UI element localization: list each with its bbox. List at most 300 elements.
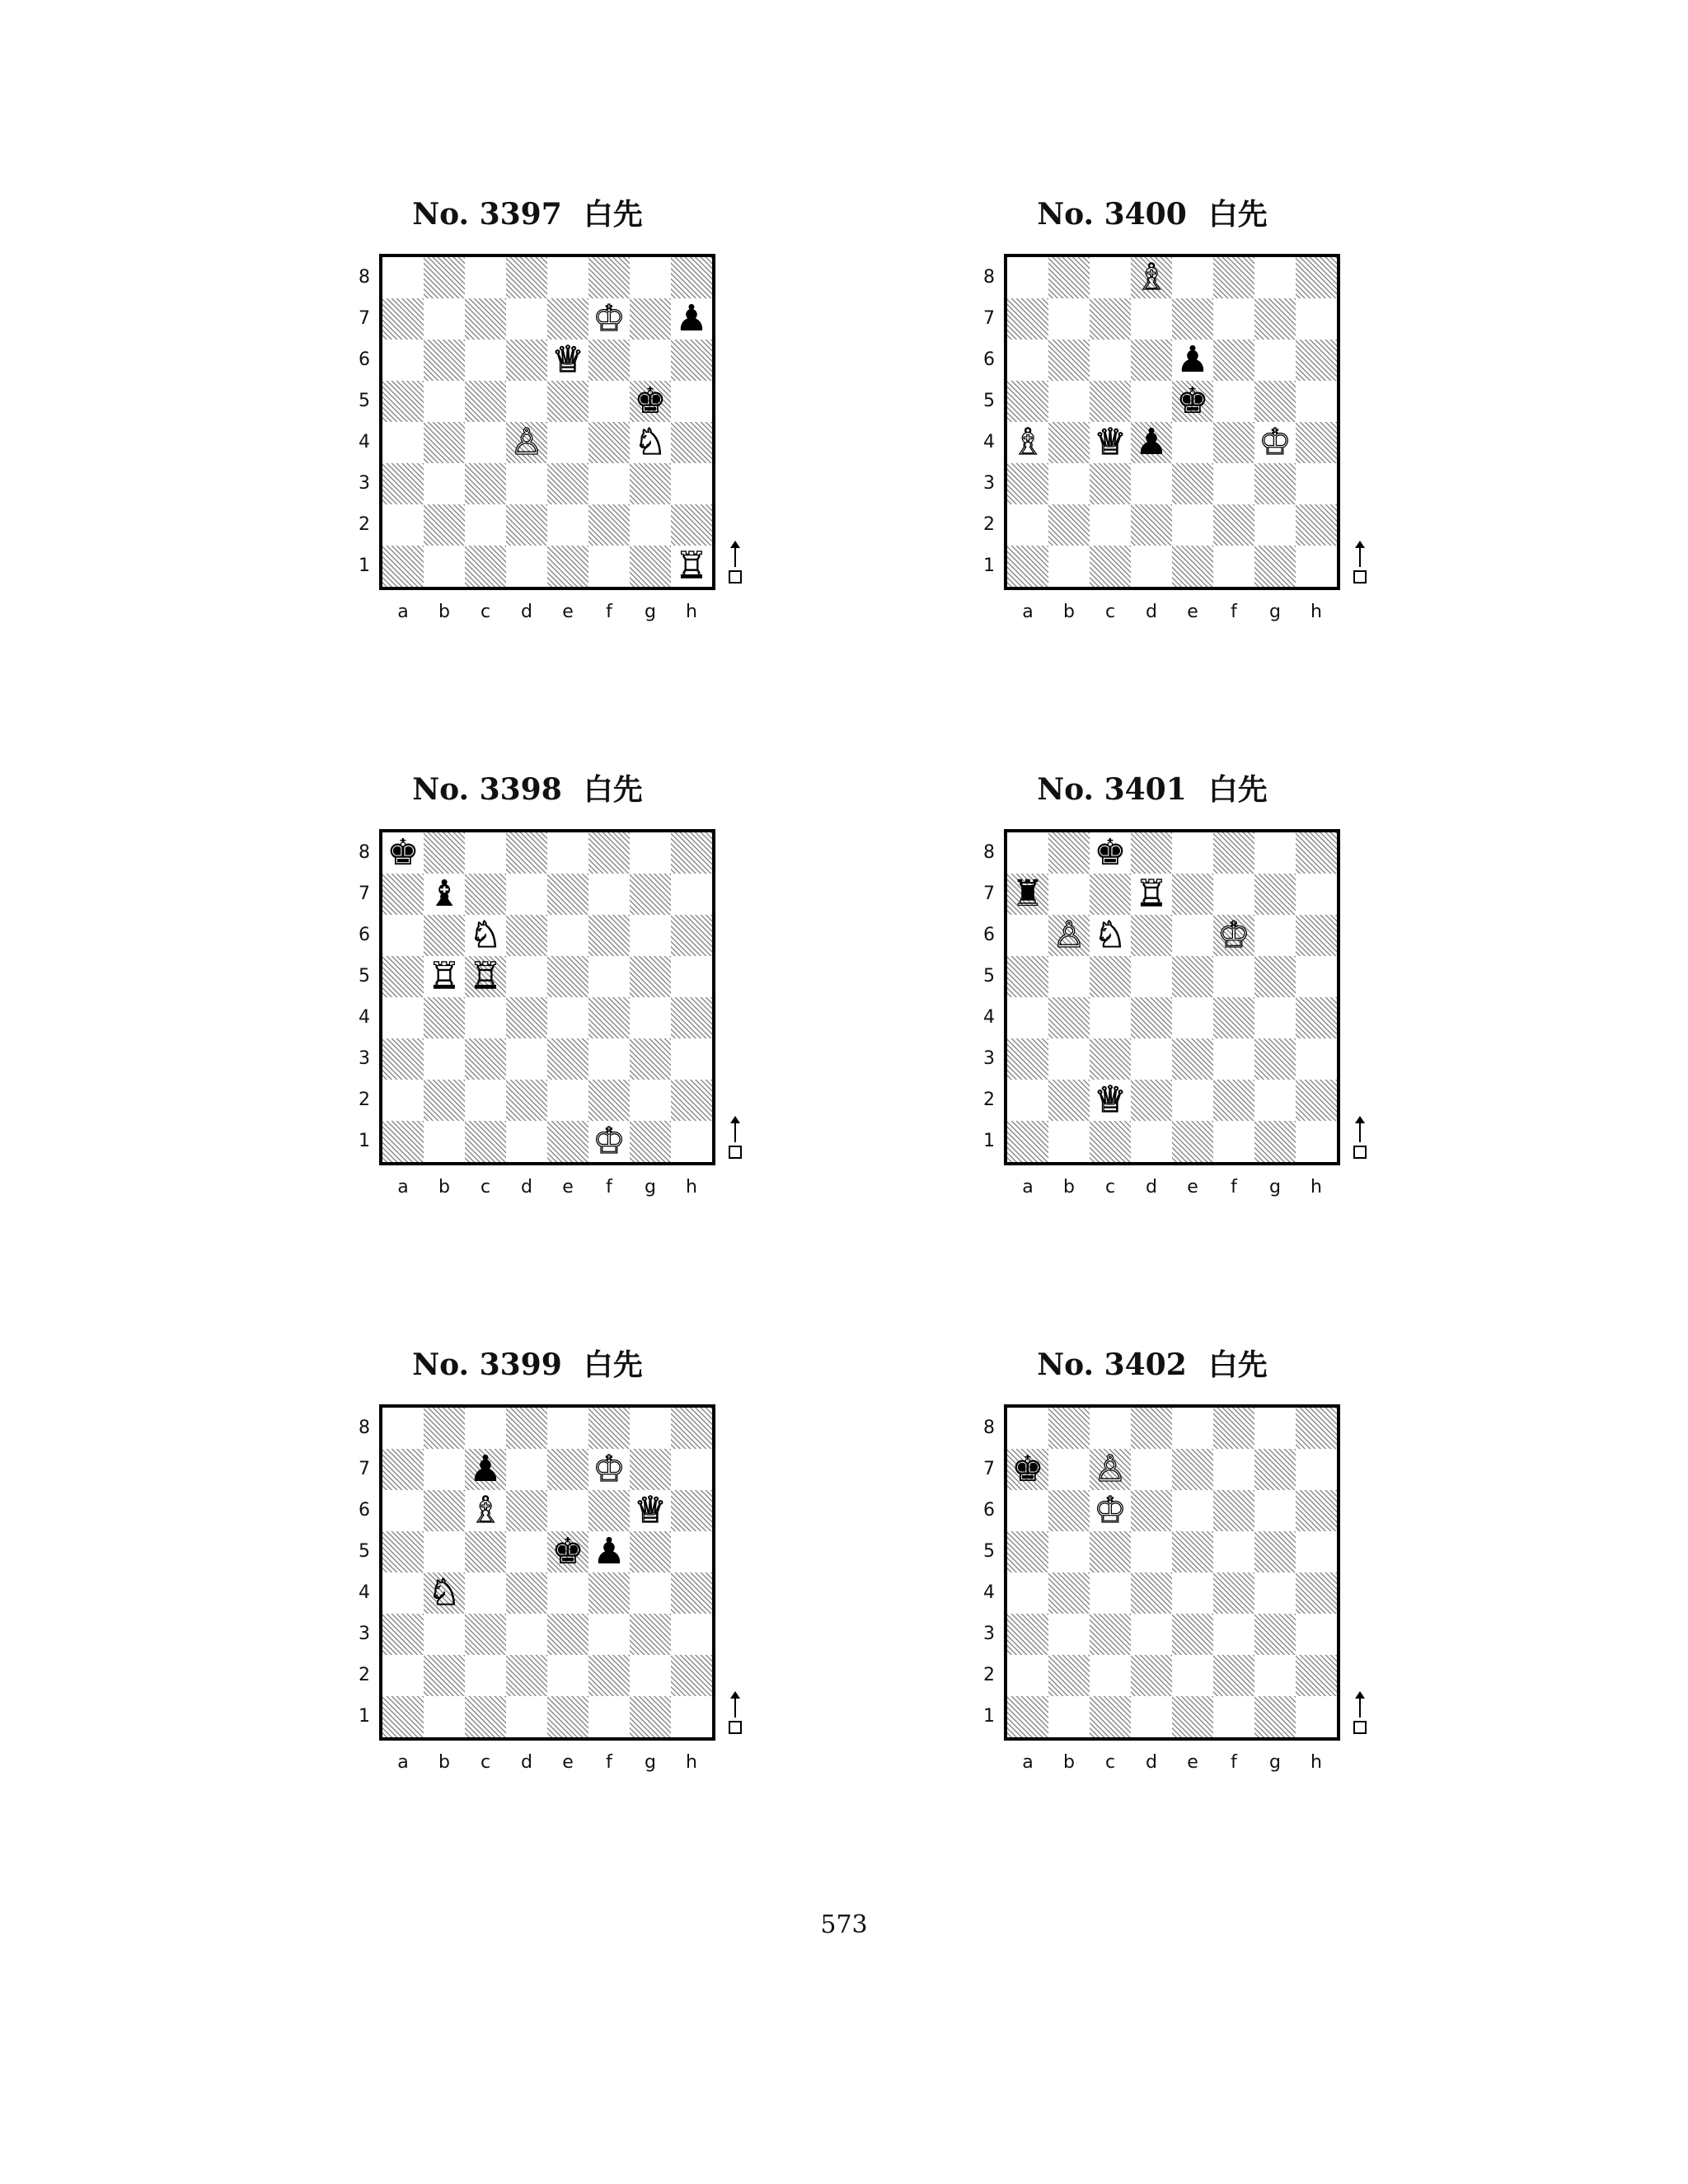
- board-square: [1131, 546, 1172, 587]
- board-square: [588, 1696, 630, 1737]
- rank-label: 7: [983, 883, 995, 904]
- board-square: [588, 257, 630, 298]
- board-square: [1254, 504, 1296, 546]
- board-square: [1296, 1080, 1337, 1121]
- board-square: [465, 997, 506, 1038]
- board-square: [465, 381, 506, 422]
- file-label: g: [645, 1752, 656, 1773]
- board-square: [1296, 915, 1337, 956]
- board-square: [1172, 1038, 1213, 1080]
- board-square: [1090, 504, 1131, 546]
- board-square: [465, 832, 506, 874]
- side-to-move-icon: [727, 1693, 743, 1742]
- rank-label: 1: [983, 555, 995, 576]
- rank-label: 5: [983, 391, 995, 411]
- file-label: h: [686, 1752, 697, 1773]
- board-square: [1131, 463, 1172, 504]
- board-square: [1213, 1121, 1254, 1162]
- board-square: [382, 1655, 424, 1696]
- file-label: e: [1187, 1177, 1198, 1197]
- board-square: [1254, 915, 1296, 956]
- black-king-icon: ♚: [387, 832, 420, 874]
- problem-number: No. 3400: [1037, 197, 1187, 232]
- file-label: f: [606, 1752, 612, 1773]
- rank-label: 5: [359, 966, 370, 987]
- board-square: [506, 298, 547, 340]
- board-square: [465, 1655, 506, 1696]
- board-square: [588, 504, 630, 546]
- white-square-icon: [1353, 1146, 1367, 1159]
- board-square: [1007, 298, 1048, 340]
- board-square: [1007, 340, 1048, 381]
- board-square: [630, 504, 671, 546]
- problem-number: No. 3401: [1037, 772, 1187, 807]
- board-square: [382, 422, 424, 463]
- board-square: [1296, 1655, 1337, 1696]
- file-label: d: [521, 1752, 532, 1773]
- board-square: [1090, 1655, 1131, 1696]
- file-label: b: [438, 602, 450, 622]
- board-square: [547, 298, 588, 340]
- board-square: [630, 1449, 671, 1490]
- file-label: d: [521, 602, 532, 622]
- board-square: [547, 1572, 588, 1614]
- board-square: [671, 956, 712, 997]
- rank-label: 3: [359, 473, 370, 494]
- board-square: [1007, 1121, 1048, 1162]
- board-square: [671, 504, 712, 546]
- board-square: [506, 1572, 547, 1614]
- rank-label: 2: [983, 514, 995, 535]
- board-square: [1131, 915, 1172, 956]
- board-square: [1172, 422, 1213, 463]
- board-square: [382, 1614, 424, 1655]
- side-to-move-icon: [1352, 1693, 1368, 1742]
- chess-diagram: [321, 1347, 734, 1773]
- board-square: [424, 546, 465, 587]
- board-square: [588, 1080, 630, 1121]
- board-square: [1048, 1490, 1090, 1531]
- board-square: [1254, 1121, 1296, 1162]
- rank-label: 4: [983, 432, 995, 452]
- board-square: [630, 257, 671, 298]
- up-arrow-icon: [1359, 1693, 1361, 1718]
- rank-label: 2: [983, 1090, 995, 1110]
- file-label: g: [645, 1177, 656, 1197]
- file-label: c: [480, 1752, 491, 1773]
- board-square: [1213, 832, 1254, 874]
- board-square: [506, 504, 547, 546]
- board-square: [1007, 1614, 1048, 1655]
- board-square: [1090, 463, 1131, 504]
- board-square: [424, 1449, 465, 1490]
- board-square: [1048, 1038, 1090, 1080]
- rank-label: 6: [359, 349, 370, 370]
- board-square: [1131, 997, 1172, 1038]
- rank-label: 2: [359, 1090, 370, 1110]
- board-square: [630, 340, 671, 381]
- black-pawn-icon: ♟: [593, 1530, 626, 1572]
- diagram-title: [946, 771, 1358, 808]
- board-square: [547, 1449, 588, 1490]
- board-square: [506, 1655, 547, 1696]
- white-king-icon: ♔: [593, 1448, 626, 1490]
- board-square: [671, 1449, 712, 1490]
- white-pawn-icon: ♙: [1094, 1448, 1127, 1490]
- board-square: [1131, 1655, 1172, 1696]
- board-square: [1296, 504, 1337, 546]
- board-square: [1090, 1121, 1131, 1162]
- board-square: [588, 915, 630, 956]
- board-square: [506, 1531, 547, 1572]
- board-square: [506, 874, 547, 915]
- board-square: [1296, 874, 1337, 915]
- white-queen-icon: ♕: [634, 1489, 667, 1531]
- board-square: [382, 1121, 424, 1162]
- rank-label: 3: [359, 1048, 370, 1069]
- side-to-move-icon: [727, 542, 743, 592]
- board-square: [1172, 1449, 1213, 1490]
- board-square: [506, 1449, 547, 1490]
- board-square: [1254, 832, 1296, 874]
- board-square: [424, 1614, 465, 1655]
- board-square: [1172, 874, 1213, 915]
- rank-label: 4: [983, 1007, 995, 1028]
- board-square: [1048, 422, 1090, 463]
- rank-label: 5: [359, 1541, 370, 1562]
- board-square: [547, 1121, 588, 1162]
- rank-label: 4: [983, 1582, 995, 1603]
- rank-label: 1: [983, 1706, 995, 1727]
- board-square: [465, 1614, 506, 1655]
- board-square: [1296, 956, 1337, 997]
- file-label: f: [606, 602, 612, 622]
- board-square: [671, 1696, 712, 1737]
- board-square: [1131, 1121, 1172, 1162]
- board-square: [1090, 1038, 1131, 1080]
- board-square: [588, 874, 630, 915]
- board-square: [1131, 381, 1172, 422]
- board-square: [465, 1408, 506, 1449]
- file-label: b: [438, 1177, 450, 1197]
- diagram-title: [321, 1347, 734, 1383]
- board-square: [1007, 1655, 1048, 1696]
- rank-label: 8: [359, 842, 370, 863]
- board-square: [1090, 1696, 1131, 1737]
- rank-label: 1: [359, 555, 370, 576]
- rank-label: 7: [983, 308, 995, 329]
- board-square: [671, 422, 712, 463]
- board-square: [1007, 1490, 1048, 1531]
- rank-label: 4: [359, 1007, 370, 1028]
- board-square: [382, 381, 424, 422]
- board-square: [506, 1121, 547, 1162]
- board-square: [1048, 340, 1090, 381]
- board-square: [424, 1121, 465, 1162]
- white-to-move-label: 白先: [583, 1347, 643, 1382]
- board-square: [1007, 1038, 1048, 1080]
- board-square: [671, 463, 712, 504]
- board-square: [424, 1080, 465, 1121]
- board-square: [671, 915, 712, 956]
- rank-label: 1: [359, 1706, 370, 1727]
- board-square: [630, 1696, 671, 1737]
- board-square: [1213, 956, 1254, 997]
- white-king-icon: ♔: [1217, 914, 1250, 956]
- board-square: [506, 381, 547, 422]
- board-square: [424, 1490, 465, 1531]
- board-square: [465, 422, 506, 463]
- board-square: [547, 422, 588, 463]
- board-square: [465, 1531, 506, 1572]
- file-label: a: [397, 602, 409, 622]
- black-pawn-icon: ♟: [1135, 421, 1168, 463]
- board-square: [1131, 1696, 1172, 1737]
- board-square: [465, 298, 506, 340]
- board-square: [1254, 1408, 1296, 1449]
- board-square: [547, 381, 588, 422]
- board-square: [671, 1121, 712, 1162]
- board-square: [588, 463, 630, 504]
- board-square: [382, 997, 424, 1038]
- board-square: [1254, 1449, 1296, 1490]
- board-square: [1254, 1696, 1296, 1737]
- white-square-icon: [729, 1721, 742, 1734]
- board-square: [1090, 1408, 1131, 1449]
- board-square: [1131, 1614, 1172, 1655]
- rank-label: 3: [983, 1624, 995, 1644]
- chess-board: [379, 254, 715, 590]
- board-square: [1172, 1121, 1213, 1162]
- board-square: [547, 997, 588, 1038]
- board-square: [506, 340, 547, 381]
- board-square: [1048, 956, 1090, 997]
- board-square: [1007, 1572, 1048, 1614]
- white-knight-icon: ♘: [1094, 914, 1127, 956]
- chess-diagram: [946, 771, 1358, 1197]
- board-square: [1213, 1572, 1254, 1614]
- file-label: b: [1063, 1177, 1075, 1197]
- white-rook-icon: ♖: [1135, 873, 1168, 915]
- board-square: [1131, 1408, 1172, 1449]
- board-square: [1254, 298, 1296, 340]
- rank-label: 6: [983, 925, 995, 945]
- board-square: [506, 1490, 547, 1531]
- board-square: [671, 1531, 712, 1572]
- board-square: [630, 1531, 671, 1572]
- board-square: [588, 340, 630, 381]
- white-knight-icon: ♘: [469, 914, 502, 956]
- board-square: [1007, 1408, 1048, 1449]
- board-square: [1007, 381, 1048, 422]
- board-square: [630, 546, 671, 587]
- board-square: [1007, 463, 1048, 504]
- white-queen-icon: ♕: [1094, 1079, 1127, 1121]
- board-square: [465, 1080, 506, 1121]
- board-square: [588, 956, 630, 997]
- board-square: [547, 1408, 588, 1449]
- file-label: e: [1187, 1752, 1198, 1773]
- white-pawn-icon: ♙: [1053, 914, 1085, 956]
- problem-number: No. 3399: [412, 1347, 562, 1382]
- board-square: [506, 1080, 547, 1121]
- file-label: e: [562, 602, 574, 622]
- board-square: [1172, 1080, 1213, 1121]
- board-square: [506, 832, 547, 874]
- board-square: [1254, 1038, 1296, 1080]
- board-square: [630, 1080, 671, 1121]
- board-square: [1213, 340, 1254, 381]
- white-square-icon: [1353, 1721, 1367, 1734]
- white-bishop-icon: ♗: [1135, 256, 1168, 298]
- board-square: [630, 1614, 671, 1655]
- rank-label: 7: [359, 308, 370, 329]
- board-square: [547, 832, 588, 874]
- board-square: [1213, 874, 1254, 915]
- white-rook-icon: ♖: [469, 955, 502, 997]
- file-label: g: [1269, 1177, 1281, 1197]
- board-square: [1172, 1572, 1213, 1614]
- file-label: f: [1231, 1177, 1237, 1197]
- up-arrow-icon: [1359, 542, 1361, 567]
- board-square: [1213, 1614, 1254, 1655]
- board-square: [1048, 381, 1090, 422]
- board-square: [506, 915, 547, 956]
- file-label: g: [1269, 1752, 1281, 1773]
- board-square: [1296, 1490, 1337, 1531]
- board-square: [1296, 1121, 1337, 1162]
- board-square: [547, 463, 588, 504]
- board-square: [547, 1490, 588, 1531]
- board-square: [506, 956, 547, 997]
- board-square: [424, 1038, 465, 1080]
- board-square: [1048, 1408, 1090, 1449]
- black-king-icon: ♚: [634, 380, 667, 422]
- board-square: [1254, 1531, 1296, 1572]
- board-square: [1296, 832, 1337, 874]
- side-to-move-icon: [1352, 1118, 1368, 1167]
- board-square: [1131, 504, 1172, 546]
- board-square: [1172, 546, 1213, 587]
- board-square: [424, 340, 465, 381]
- black-pawn-icon: ♟: [675, 298, 708, 340]
- board-square: [1048, 1696, 1090, 1737]
- black-pawn-icon: ♟: [1176, 339, 1209, 381]
- file-label: d: [1146, 1752, 1157, 1773]
- board-square: [424, 1655, 465, 1696]
- chess-board: [1004, 829, 1340, 1165]
- board-square: [382, 1531, 424, 1572]
- chess-board: [1004, 1404, 1340, 1741]
- board-square: [588, 997, 630, 1038]
- board-square: [1007, 915, 1048, 956]
- black-rook-icon: ♜: [1011, 873, 1044, 915]
- board-square: [1090, 956, 1131, 997]
- board-square: [671, 381, 712, 422]
- board-square: [1007, 546, 1048, 587]
- diagram-title: [946, 196, 1358, 232]
- board-square: [1213, 504, 1254, 546]
- board-square: [1131, 1038, 1172, 1080]
- board-square: [1213, 1531, 1254, 1572]
- board-square: [1048, 1614, 1090, 1655]
- board-square: [671, 1490, 712, 1531]
- file-label: h: [686, 1177, 697, 1197]
- rank-label: 3: [983, 1048, 995, 1069]
- board-square: [465, 874, 506, 915]
- white-bishop-icon: ♗: [469, 1489, 502, 1531]
- board-square: [1296, 1408, 1337, 1449]
- board-square: [1254, 1655, 1296, 1696]
- white-bishop-icon: ♗: [1011, 421, 1044, 463]
- board-square: [382, 257, 424, 298]
- board-square: [1172, 997, 1213, 1038]
- board-square: [1007, 1531, 1048, 1572]
- board-square: [465, 340, 506, 381]
- chess-diagram: [321, 771, 734, 1197]
- file-label: c: [480, 602, 491, 622]
- board-square: [1254, 1614, 1296, 1655]
- board-square: [424, 257, 465, 298]
- black-king-icon: ♚: [1094, 832, 1127, 874]
- board-square: [630, 874, 671, 915]
- rank-label: 6: [983, 349, 995, 370]
- board-square: [1296, 1572, 1337, 1614]
- board-square: [1090, 381, 1131, 422]
- chess-board: [1004, 254, 1340, 590]
- board-square: [547, 1038, 588, 1080]
- board-square: [1213, 1490, 1254, 1531]
- board-square: [1007, 504, 1048, 546]
- up-arrow-icon: [734, 1693, 736, 1718]
- board-square: [506, 546, 547, 587]
- board-square: [630, 956, 671, 997]
- board-square: [1254, 1572, 1296, 1614]
- board-square: [1254, 874, 1296, 915]
- white-to-move-label: 白先: [1207, 772, 1268, 807]
- rank-label: 7: [359, 883, 370, 904]
- board-square: [424, 381, 465, 422]
- file-label: a: [397, 1177, 409, 1197]
- board-square: [630, 463, 671, 504]
- board-square: [1048, 298, 1090, 340]
- board-square: [1172, 832, 1213, 874]
- board-square: [588, 1038, 630, 1080]
- board-square: [1296, 997, 1337, 1038]
- file-label: c: [1104, 1177, 1116, 1197]
- rank-label: 3: [359, 1624, 370, 1644]
- board-square: [547, 257, 588, 298]
- board-square: [547, 1696, 588, 1737]
- side-to-move-icon: [1352, 542, 1368, 592]
- board-square: [547, 1080, 588, 1121]
- board-square: [1090, 997, 1131, 1038]
- white-pawn-icon: ♙: [510, 421, 543, 463]
- board-square: [1048, 1121, 1090, 1162]
- board-square: [1213, 381, 1254, 422]
- file-label: a: [1022, 602, 1034, 622]
- board-square: [1213, 546, 1254, 587]
- rank-label: 2: [983, 1665, 995, 1685]
- board-square: [588, 546, 630, 587]
- board-square: [465, 463, 506, 504]
- board-square: [1172, 298, 1213, 340]
- board-square: [1048, 463, 1090, 504]
- board-square: [1131, 956, 1172, 997]
- board-square: [382, 874, 424, 915]
- file-label: d: [1146, 602, 1157, 622]
- board-square: [1007, 997, 1048, 1038]
